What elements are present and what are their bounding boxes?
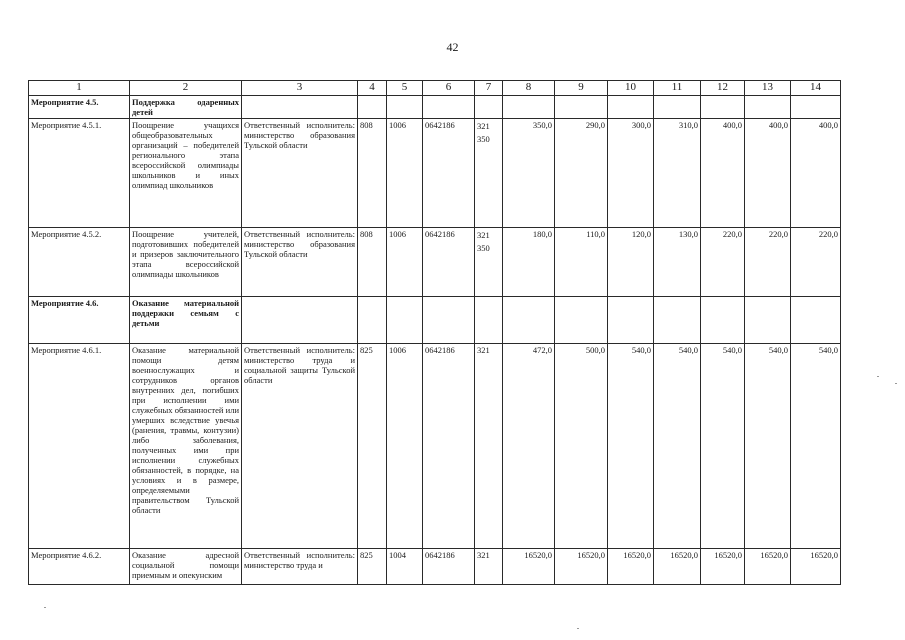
scan-speck	[44, 607, 46, 608]
cell-4: 808	[358, 119, 387, 228]
cell-6: 0642186	[423, 344, 475, 549]
cell-12: 400,0	[701, 119, 745, 228]
cell-12: 220,0	[701, 228, 745, 297]
activity-id: Мероприятие 4.6.	[29, 297, 130, 344]
cell-5: 1006	[387, 228, 423, 297]
cell-13: 400,0	[745, 119, 791, 228]
activity-id: Мероприятие 4.6.2.	[29, 549, 130, 585]
executor: Ответственный исполнитель: министерство труда и	[242, 549, 358, 585]
cell-5: 1004	[387, 549, 423, 585]
cell-9: 110,0	[555, 228, 608, 297]
cell-11: 16520,0	[654, 549, 701, 585]
executor: Ответственный исполнитель: министерство труда и социальной защиты Тульской области	[242, 344, 358, 549]
cell-8: 180,0	[503, 228, 555, 297]
cell-13	[745, 297, 791, 344]
cell-14	[791, 96, 841, 119]
cell-6: 0642186	[423, 119, 475, 228]
activity-id: Мероприятие 4.5.2.	[29, 228, 130, 297]
activity-name: Поддержка одаренных детей	[130, 96, 242, 119]
column-header: 3	[242, 81, 358, 96]
activity-id: Мероприятие 4.5.1.	[29, 119, 130, 228]
cell-4	[358, 297, 387, 344]
table-row	[29, 344, 841, 549]
cell-8	[503, 96, 555, 119]
column-header: 5	[387, 81, 423, 96]
activity-id: Мероприятие 4.6.1.	[29, 344, 130, 549]
program-table	[28, 80, 841, 585]
cell-6: 0642186	[423, 549, 475, 585]
column-header: 1	[29, 81, 130, 96]
activity-name: Оказание адресной социальной помощи приемным и опекунским	[130, 549, 242, 585]
column-header: 13	[745, 81, 791, 96]
table-row	[29, 228, 841, 297]
cell-14: 220,0	[791, 228, 841, 297]
cell-12: 16520,0	[701, 549, 745, 585]
cell-9: 290,0	[555, 119, 608, 228]
cell-11	[654, 96, 701, 119]
cell-6: 0642186	[423, 228, 475, 297]
column-header: 11	[654, 81, 701, 96]
scan-speck	[877, 376, 879, 377]
cell-13: 540,0	[745, 344, 791, 549]
cell-8	[503, 297, 555, 344]
table-row	[29, 297, 841, 344]
cell-10	[608, 297, 654, 344]
executor	[242, 96, 358, 119]
cell-13	[745, 96, 791, 119]
cell-14: 540,0	[791, 344, 841, 549]
cell-10	[608, 96, 654, 119]
cell-6	[423, 96, 475, 119]
cell-5	[387, 96, 423, 119]
activity-name: Оказание материальной помощи детям военнослужащих и сотрудников органов внутренних дел, погибших при исполнении ими служебных обязанностей или умерших вследствие увечья (ранения, травмы, контузии) либо заболевания, полученных ими при исполнении служебных обязанностей, в порядке, на условиях и в размере, определяемыми правительством Тульской области	[130, 344, 242, 549]
column-header: 10	[608, 81, 654, 96]
cell-9: 16520,0	[555, 549, 608, 585]
cell-4: 825	[358, 549, 387, 585]
cell-9	[555, 96, 608, 119]
cell-10: 540,0	[608, 344, 654, 549]
activity-name: Поощрение учителей, подготовивших победителей и призеров заключительного этапа всероссийской олимпиады школьников	[130, 228, 242, 297]
cell-7: 321 350	[475, 228, 503, 297]
activity-name: Оказание материальной поддержки семьям с детьми	[130, 297, 242, 344]
activity-id: Мероприятие 4.5.	[29, 96, 130, 119]
column-header: 2	[130, 81, 242, 96]
column-header: 9	[555, 81, 608, 96]
executor: Ответственный исполнитель: министерство образования Тульской области	[242, 119, 358, 228]
cell-7	[475, 297, 503, 344]
column-header: 6	[423, 81, 475, 96]
activity-name: Поощрение учащихся общеобразовательных организаций – победителей регионального этапа всероссийской олимпиады школьников и иных олимпиад школьников	[130, 119, 242, 228]
cell-5: 1006	[387, 119, 423, 228]
cell-11: 130,0	[654, 228, 701, 297]
cell-12	[701, 297, 745, 344]
column-header: 8	[503, 81, 555, 96]
cell-10: 300,0	[608, 119, 654, 228]
cell-12	[701, 96, 745, 119]
cell-7	[475, 96, 503, 119]
cell-11: 310,0	[654, 119, 701, 228]
executor	[242, 297, 358, 344]
column-header: 12	[701, 81, 745, 96]
cell-5: 1006	[387, 344, 423, 549]
cell-7: 321	[475, 344, 503, 549]
cell-5	[387, 297, 423, 344]
page-number: 42	[446, 40, 459, 54]
scan-speck	[895, 383, 897, 384]
cell-4	[358, 96, 387, 119]
executor: Ответственный исполнитель: министерство образования Тульской области	[242, 228, 358, 297]
column-number-row	[29, 81, 841, 96]
cell-8: 350,0	[503, 119, 555, 228]
column-header: 4	[358, 81, 387, 96]
cell-10: 120,0	[608, 228, 654, 297]
scan-speck	[577, 628, 579, 629]
cell-4: 808	[358, 228, 387, 297]
cell-10: 16520,0	[608, 549, 654, 585]
cell-14: 16520,0	[791, 549, 841, 585]
cell-6	[423, 297, 475, 344]
cell-14: 400,0	[791, 119, 841, 228]
cell-7: 321	[475, 549, 503, 585]
cell-13: 16520,0	[745, 549, 791, 585]
cell-12: 540,0	[701, 344, 745, 549]
cell-11	[654, 297, 701, 344]
cell-9: 500,0	[555, 344, 608, 549]
cell-13: 220,0	[745, 228, 791, 297]
table-row	[29, 119, 841, 228]
column-header: 14	[791, 81, 841, 96]
table-row	[29, 96, 841, 119]
cell-4: 825	[358, 344, 387, 549]
cell-9	[555, 297, 608, 344]
cell-8: 16520,0	[503, 549, 555, 585]
column-header: 7	[475, 81, 503, 96]
cell-11: 540,0	[654, 344, 701, 549]
cell-14	[791, 297, 841, 344]
table-row	[29, 549, 841, 585]
cell-8: 472,0	[503, 344, 555, 549]
cell-7: 321 350	[475, 119, 503, 228]
